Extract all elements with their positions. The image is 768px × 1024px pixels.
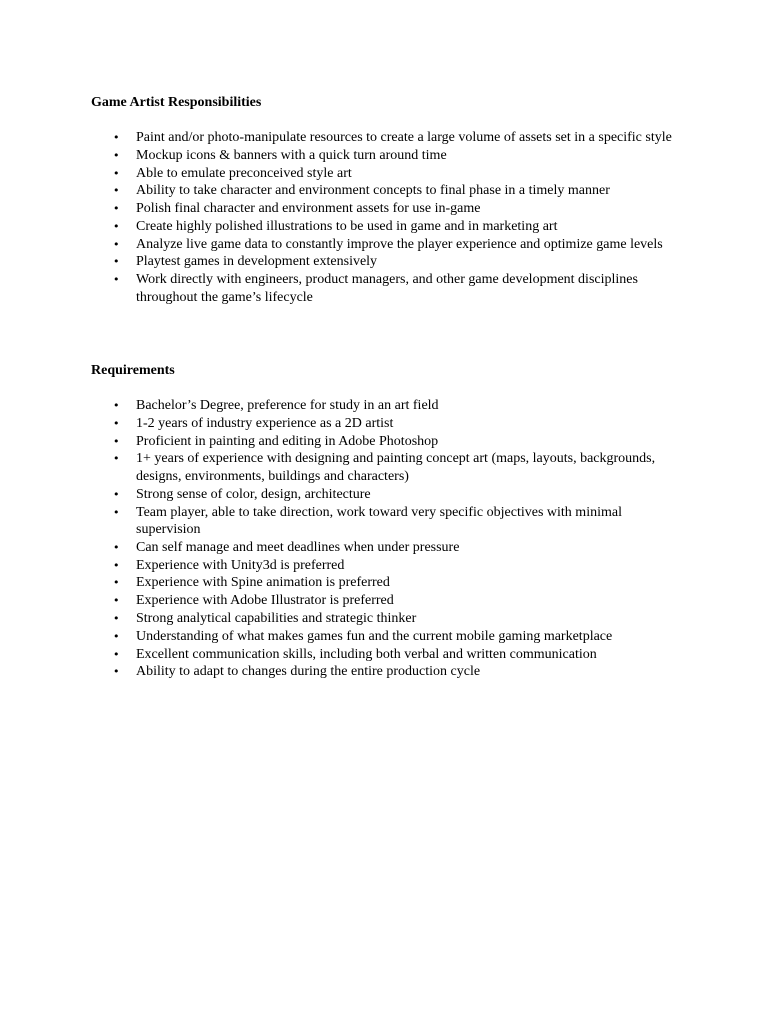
list-item <box>0 218 700 236</box>
bullet-icon: • <box>113 434 120 448</box>
list-item <box>0 236 700 254</box>
bullet-icon: • <box>113 202 120 216</box>
bullet-icon: • <box>113 540 120 554</box>
bullet-icon: • <box>113 184 120 198</box>
list-item-text: Bachelor’s Degree, preference for study in an art field <box>136 398 439 413</box>
list-item <box>0 504 700 539</box>
bullet-icon: • <box>113 273 120 287</box>
list-item <box>0 271 700 306</box>
list-item <box>0 397 700 415</box>
list-item <box>0 486 700 504</box>
list-item-text: Understanding of what makes games fun and the current mobile gaming marketplace <box>136 628 613 644</box>
list-item <box>0 450 700 485</box>
bullet-icon: • <box>113 399 120 412</box>
list-item-text: Paint and/or photo-manipulate resources to create a large volume of assets set in a specific style <box>136 130 672 145</box>
list-item <box>0 200 700 218</box>
list-item <box>0 147 700 165</box>
list-item-text: Excellent communication skills, including both verbal and written communication <box>136 646 597 662</box>
bullet-icon: • <box>113 148 120 162</box>
bullet-icon: • <box>113 505 120 519</box>
list-item-text: 1+ years of experience with designing and painting concept art (maps, layouts, backgrounds, designs, environments, buildings and characters) <box>136 451 656 484</box>
bullet-icon: • <box>113 612 120 625</box>
list-item <box>0 574 700 592</box>
bullet-icon: • <box>113 255 120 269</box>
section-heading-requirements: Requirements <box>91 363 175 378</box>
bullet-icon: • <box>113 558 120 572</box>
list-item-text: Experience with Unity3d is preferred <box>136 557 345 573</box>
bullet-icon: • <box>113 131 120 144</box>
list-item-text: Experience with Spine animation is preferred <box>136 575 390 591</box>
requirements-list <box>0 397 700 681</box>
list-item <box>0 433 700 451</box>
bullet-icon: • <box>113 576 120 590</box>
list-item-text: Strong sense of color, design, architecture <box>136 486 371 502</box>
list-item <box>0 663 700 681</box>
list-item-text: Ability to take character and environment concepts to final phase in a timely manner <box>136 183 610 199</box>
bullet-icon: • <box>113 594 120 608</box>
list-item <box>0 610 700 628</box>
responsibilities-list <box>0 129 700 307</box>
bullet-icon: • <box>113 166 120 180</box>
list-item <box>0 628 700 646</box>
list-item-text: Experience with Adobe Illustrator is preferred <box>136 593 394 609</box>
list-item-text: 1-2 years of industry experience as a 2D artist <box>136 415 394 431</box>
bullet-icon: • <box>113 237 120 251</box>
bullet-icon: • <box>113 416 120 430</box>
list-item <box>0 557 700 575</box>
list-item-text: Strong analytical capabilities and strategic thinker <box>136 611 417 626</box>
list-item-text: Create highly polished illustrations to be used in game and in marketing art <box>136 218 558 234</box>
list-item-text: Able to emulate preconceived style art <box>136 165 352 181</box>
list-item <box>0 182 700 200</box>
bullet-icon: • <box>113 487 120 501</box>
list-item-text: Team player, able to take direction, work toward very specific objectives with minimal supervision <box>136 504 622 538</box>
bullet-icon: • <box>113 665 120 679</box>
list-item-text: Work directly with engineers, product managers, and other game development disciplines throughout the game’s lifecycle <box>136 272 638 305</box>
list-item <box>0 592 700 610</box>
list-item-text: Playtest games in development extensively <box>136 254 378 270</box>
list-item <box>0 646 700 664</box>
list-item-text: Ability to adapt to changes during the entire production cycle <box>136 664 481 680</box>
list-item-text: Can self manage and meet deadlines when under pressure <box>136 539 460 555</box>
list-item <box>0 539 700 557</box>
list-item <box>0 129 700 147</box>
list-item-text: Analyze live game data to constantly improve the player experience and optimize game levels <box>136 236 663 252</box>
bullet-icon: • <box>113 219 120 233</box>
list-item-text: Proficient in painting and editing in Adobe Photoshop <box>136 433 439 449</box>
list-item <box>0 253 700 271</box>
bullet-icon: • <box>113 647 120 661</box>
bullet-icon: • <box>113 452 120 466</box>
section-heading-responsibilities: Game Artist Responsibilities <box>91 95 262 110</box>
list-item <box>0 165 700 183</box>
list-item-text: Polish final character and environment assets for use in-game <box>136 201 481 217</box>
bullet-icon: • <box>113 629 120 643</box>
list-item <box>0 415 700 433</box>
list-item-text: Mockup icons & banners with a quick turn around time <box>136 147 447 163</box>
